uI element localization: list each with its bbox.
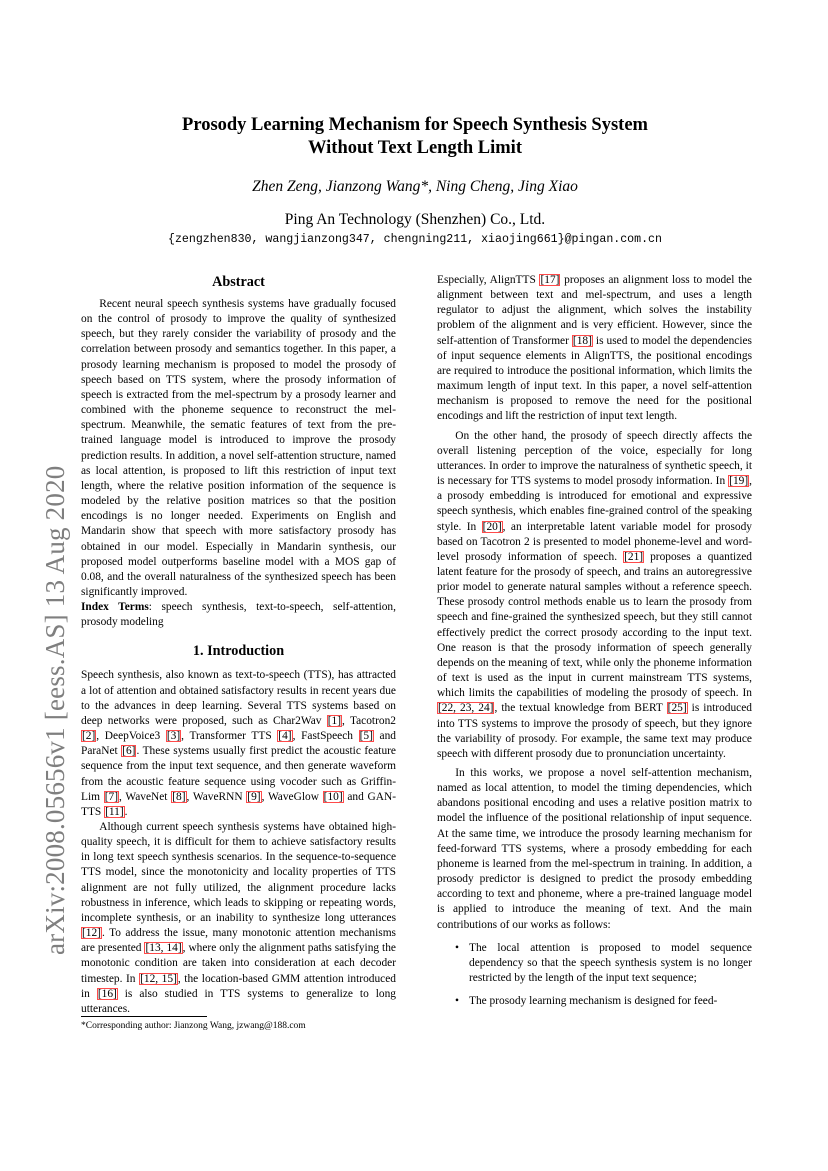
intro-paragraph-2: Although current speech synthesis systems have obtained high-quality speech, it is difficult for them to achieve satisfactory results in long text speech synthesis scenarios. In the sequence-to-sequence TTS model, since the monotonicity and locality properties of TTS alignment are not fully utilized, the alignment procedure lacks robustness in inference, which leads to skipping or repeating words, incomplete synthesis, or an inability to synthesize long utterances [12]. To address the issue, many monotonic attention mechanisms are presented [13, 14], where only the alignment paths satisfying the monotonic condition are taken into consideration at each decoder timestep. In [12, 15], the location-based GMM attention introduced in [16] is also studied in TTS systems to generalize to long utterances.	[81, 821, 396, 1015]
citation-link[interactable]: [5]	[359, 730, 373, 743]
index-terms-text: : speech synthesis, text-to-speech, self-attention, prosody modeling	[81, 601, 396, 629]
arxiv-stamp: arXiv:2008.05656v1 [eess.AS] 13 Aug 2020	[40, 465, 70, 955]
title-line-1: Prosody Learning Mechanism for Speech Synthesis System	[182, 115, 648, 135]
list-item: • The prosody learning mechanism is designed for feed-	[437, 994, 752, 1009]
citation-link[interactable]: [11]	[105, 805, 124, 818]
intro-paragraph-3: On the other hand, the prosody of speech directly affects the overall listening perception of the voice, especially for long utterances. In order to improve the naturalness of synthetic speech, it is necessary for TTS systems to model prosody information. In [19], a prosody embedding is introduced for emotional and expressive speech synthesis, which enables fine-grained control of the speaking style. In [20], an interpretable latent variable model for prosody based on Tacotron 2 is presented to model phoneme-level and word-level prosody information of speech. [21] proposes a quantized latent feature for the prosody of speech, and trains an autoregressive prior model to generate natural samples without a reference speech. These prosody control methods enable us to learn the prosody from speech and fine-grained the synthesized speech, but they still cannot effectively predict the correct prosody according to the input text. One reason is that the prosody information of speech generally depends on the meaning of text, while only the phoneme information of text is used as the input in current mainstream TTS systems, which limits the capabilities of modeling the prosody of speech. In [22, 23, 24], the textual knowledge from BERT [25] is introduced into TTS systems to improve the prosody of speech, but they ignore the variability of prosody. For example, the same text may produce speech with different prosody due to pronunciation uncertainty.	[437, 429, 753, 760]
citation-link[interactable]: [22, 23, 24]	[438, 702, 494, 715]
citation-link[interactable]: [21]	[624, 550, 644, 563]
index-terms-label: Index Terms	[81, 601, 149, 614]
introduction-heading: 1. Introduction	[192, 643, 285, 660]
left-column	[81, 273, 396, 1017]
citation-link[interactable]: [16]	[97, 987, 117, 1000]
citation-link[interactable]: [8]	[172, 790, 186, 803]
bullet-icon: •	[455, 941, 459, 954]
abstract-heading: Abstract	[212, 274, 265, 290]
citation-link[interactable]: [13, 14]	[145, 942, 182, 955]
citation-link[interactable]: [17]	[540, 274, 560, 286]
citation-link[interactable]: [18]	[572, 334, 592, 347]
intro-paragraph-4: In this works, we propose a novel self-attention mechanism, named as local attention, to model the timing dependencies, which abandons positional encoding and uses a relative position matrix to model the influence of the positional relationship of input sequence. At the same time, we introduce the prosody learning mechanism for feed-forward TTS systems, where a prosody embedding for each phoneme is learned from the mel-spectrum in training. In addition, a prosody predictor is designed to predict the prosody embedding according to text and phoneme, where a pre-trained language model is applied to introduce the meaning of text. And the main contributions of our works as follows:	[437, 767, 752, 931]
citation-link[interactable]: [9]	[247, 790, 261, 803]
citation-link[interactable]: [12, 15]	[140, 972, 177, 985]
list-item: • The local attention is proposed to model sequence dependency so that the speech synthesis system is no longer restricted by the length of the input text sequence;	[455, 941, 752, 985]
citation-link[interactable]: [3]	[166, 730, 181, 743]
right-column	[437, 273, 752, 1017]
email-list: {zengzhen830, wangjianzong347, chengning211, xiaojing661}@pingan.com.cn	[168, 233, 662, 246]
footnote: *Corresponding author: Jianzong Wang, jzwang@188.com	[81, 1021, 306, 1031]
citation-link[interactable]: [25]	[667, 702, 687, 715]
citation-link[interactable]: [19]	[729, 475, 749, 488]
affiliation: Ping An Technology (Shenzhen) Co., Ltd.	[284, 211, 546, 228]
citation-link[interactable]: [7]	[104, 790, 119, 803]
paper-title	[100, 114, 730, 160]
bullet-icon: •	[455, 995, 459, 1008]
citation-link[interactable]: [10]	[323, 790, 343, 803]
intro-paragraph-1: Speech synthesis, also known as text-to-speech (TTS), has attracted a lot of attention and obtained satisfactory results in recent years due to the advances in deep learning. Several TTS systems based on deep networks were proposed, such as Char2Wav [1], Tacotron2 [2], DeepVoice3 [3], Transformer TTS [4], FastSpeech [5] and ParaNet [6]. These systems usually first predict the acoustic feature sequence from the input text sequence, and then generate waveform from the acoustic feature sequence using vocoder such as Griffin-Lim [7], WaveNet [8], WaveRNN [9], WaveGlow [10] and GAN-TTS [11].	[81, 669, 397, 818]
title-line-2: Without Text Length Limit	[308, 138, 522, 158]
citation-link[interactable]: [12]	[82, 927, 101, 940]
citation-link[interactable]: [1]	[327, 714, 342, 727]
index-terms	[81, 600, 396, 630]
contribution-list	[437, 941, 752, 1010]
intro-paragraph-2-continued: Especially, AlignTTS [17] proposes an alignment loss to model the alignment between text and mel-spectrum, and uses a length regulator to adjust the alignment, which solves the instability problem of the alignment and is very efficient. However, since the self-attention of Transformer [18] is used to model the dependencies of input sequence elements in AlignTTS, the positional encodings are required to introduce the positional information, which limits the maximum length of input text. In this paper, a novel self-attention mechanism is proposed to remove the need for the positional encodings and lift the restriction of input text length.	[437, 274, 752, 423]
citation-link[interactable]: [4]	[278, 730, 292, 743]
citation-link[interactable]: [2]	[82, 730, 96, 743]
citation-link[interactable]: [20]	[482, 520, 502, 533]
abstract-text: Recent neural speech synthesis systems have gradually focused on the control of prosody to improve the quality of synthesized speech, but they rarely consider the variability of prosody and the correlation between prosody and semantics together. In this paper, a prosody learning mechanism is proposed to model the prosody of speech based on TTS system, where the prosody information of speech is extracted from the mel-spectrum by a prosody learner and combined with the phoneme sequence to reconstruct the mel-spectrum. Meanwhile, the sematic features of text from the pre-trained language model is introduced to improve the prosody prediction results. In addition, a novel self-attention structure, named as local attention, is proposed to lift this restriction of input text length, where the relative position information of the sequence is modeled by the relative position matrices so that the position encodings is no longer needed. Experiments on English and Mandarin show that speech with more satisfactory prosody has obtained in our model. Especially in Mandarin synthesis, our proposed model outperforms baseline model with a MOS gap of 0.08, and the overall naturalness of the synthesized speech has been significantly improved.	[81, 298, 396, 598]
citation-link[interactable]: [6]	[122, 745, 136, 758]
footnote-divider	[81, 1016, 207, 1017]
author-list: Zhen Zeng, Jianzong Wang*, Ning Cheng, Jing Xiao	[252, 178, 578, 195]
